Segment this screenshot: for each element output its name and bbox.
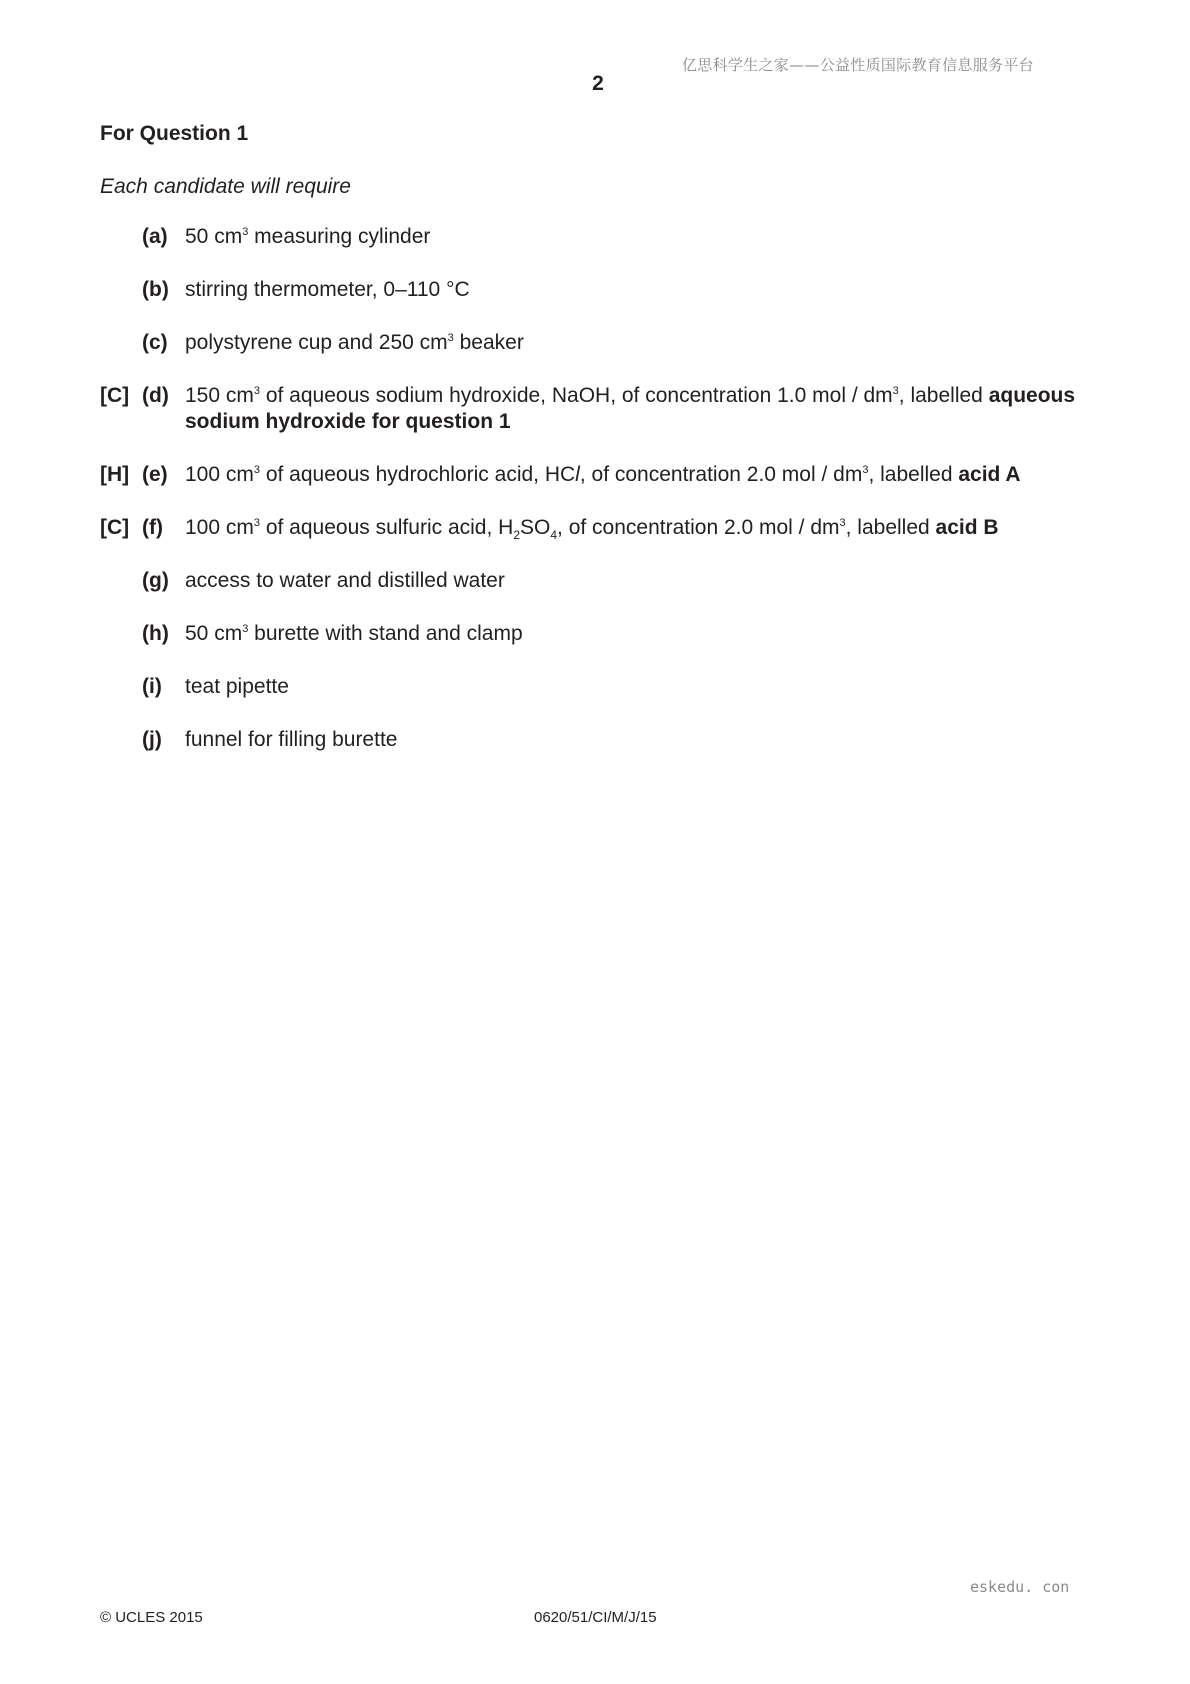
item-text: funnel for filling burette [185,728,398,751]
list-item-c [100,330,1110,356]
item-letter: (h) [142,622,169,645]
item-letter: (c) [142,331,168,354]
item-text: access to water and distilled water [185,569,505,592]
section-intro: Each candidate will require [100,175,351,198]
footer-copyright: © UCLES 2015 [100,1609,203,1626]
item-letter: (e) [142,463,168,486]
item-letter: (f) [142,516,163,539]
item-letter: (g) [142,569,169,592]
item-text: stirring thermometer, 0–110 °C [185,278,470,301]
item-text: 150 $cm^3$ of aqueous sodium hydroxide, NaOH, of concentration 1.0 mol / $dm^3$, labelled aqueous sodium hydroxide for question 1 [185,384,1076,433]
list-item-a [100,224,1110,250]
list-item-i [100,674,1110,700]
item-text: 100 $cm^3$ of aqueous sulfuric acid, $H_2SO_4$, of concentration 2.0 mol / $dm^3$, labelled acid B [185,516,999,542]
item-text: 50 $cm^3$ burette with stand and clamp [185,622,523,645]
item-text: polystyrene cup and 250 $cm^3$ beaker [185,331,524,354]
list-item-j [100,727,1110,753]
section-heading: For Question 1 [100,122,249,145]
item-text: 100 $cm^3$ of aqueous hydrochloric acid, HCl, of concentration 2.0 mol / $dm^3$, labelled acid A [185,463,1021,486]
item-letter: (i) [142,675,162,698]
list-item-d [100,383,1110,435]
footer-watermark: eskedu. con [970,1578,1070,1596]
item-tier: [H] [100,463,130,486]
item-text: 50 $cm^3$ measuring cylinder [185,225,431,248]
header-watermark: 亿思科学生之家——公益性质国际教育信息服务平台 [682,56,1034,74]
list-item-e [100,462,1110,488]
item-letter: (b) [142,278,169,301]
item-tier: [C] [100,516,130,539]
footer-exam-code: 0620/51/CI/M/J/15 [534,1609,657,1626]
page-number: 2 [592,72,604,95]
list-item-b [100,277,1110,303]
list-item-f [100,515,1110,541]
item-tier: [C] [100,384,130,407]
item-text: teat pipette [185,675,289,698]
item-letter: (d) [142,384,169,407]
item-letter: (a) [142,225,168,248]
item-letter: (j) [142,728,162,751]
list-item-h [100,621,1110,647]
list-item-g [100,568,1110,594]
